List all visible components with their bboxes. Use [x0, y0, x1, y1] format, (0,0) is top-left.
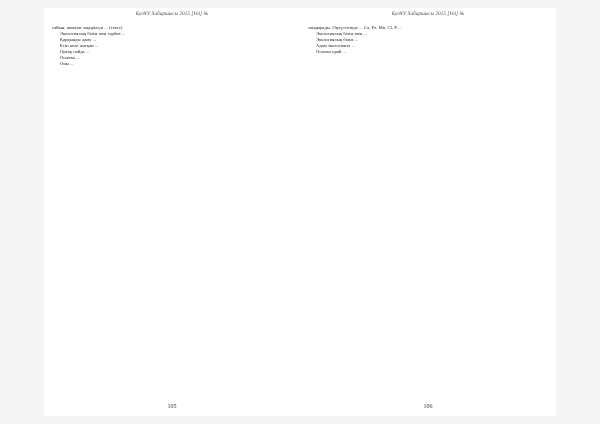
right-page-body	[308, 25, 548, 391]
left-page-body	[52, 25, 292, 391]
paragraph: сайын, шикізат өндіріледі ... (текст)	[52, 25, 123, 30]
paragraph: Адам экологиясы ...	[316, 43, 356, 49]
paragraph: Ортақ пайда ...	[60, 49, 90, 55]
paragraph: Оны ...	[60, 61, 74, 67]
paragraph: Экологиялық білім мен ...	[316, 31, 367, 37]
left-page	[44, 8, 300, 416]
paragraph: Есіп келе жатқан ...	[60, 43, 99, 49]
running-head-left: ҚазҰУ Хабаршысы 2015 [Vol] №	[135, 12, 209, 17]
paragraph: Осыған ...	[60, 55, 80, 61]
document-spread	[44, 8, 556, 416]
paragraph: Экологиялық білім мен тәрбие ...	[60, 31, 126, 37]
paragraph: тондырады. Оңтүстігінде ... Ca, Fe, Mn, Cl, P ...	[308, 25, 402, 30]
page-number-right: 106	[423, 404, 433, 410]
running-head-right: ҚазҰУ Хабаршысы 2015 [Vol] №	[391, 12, 465, 17]
right-page	[300, 8, 556, 416]
paragraph: Қарқынды даму ...	[60, 37, 97, 43]
paragraph: Экологиялық білім ...	[316, 37, 359, 43]
paragraph: Осыған орай ...	[316, 49, 347, 55]
page-number-left: 105	[167, 404, 177, 410]
